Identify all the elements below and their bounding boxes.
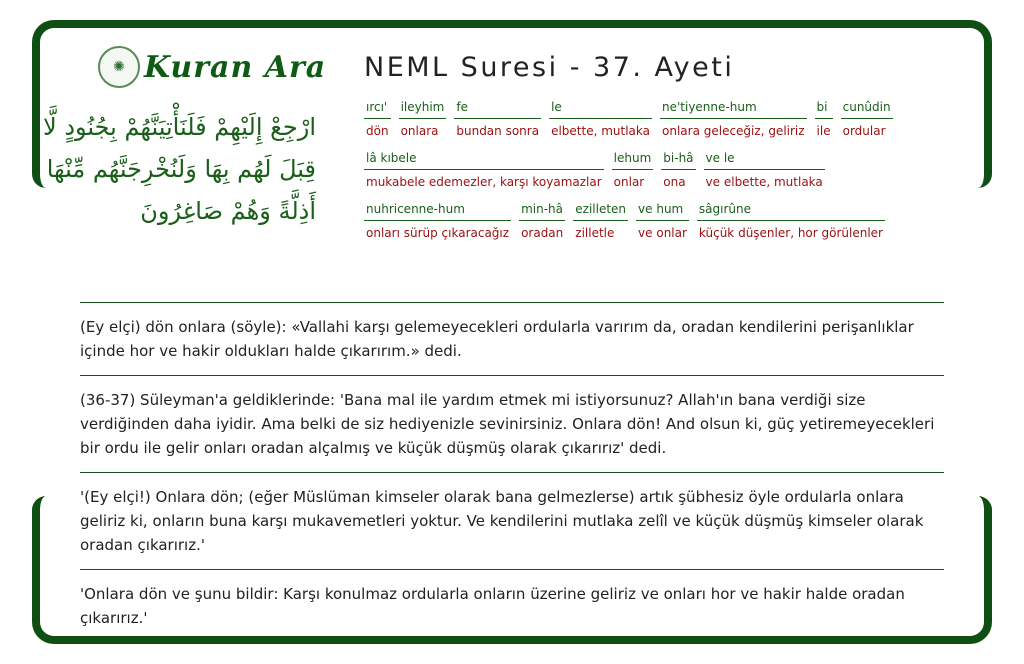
word-transliteration: sâgırûne: [697, 202, 885, 221]
word-transliteration: nuhricenne-hum: [364, 202, 511, 221]
word-meaning: onları sürüp çıkaracağız: [366, 226, 510, 240]
translation-item: 'Onlara dön ve şunu bildir: Karşı konulmaz ordularla onların üzerine geliriz ve onları hor ve hakir halde oradan çıkarırız.': [80, 569, 944, 642]
word-item: [573, 202, 628, 240]
translation-item: (Ey elçi) dön onlara (söyle): «Vallahi karşı gelemeyecekleri ordularla varırım da, oradan kendilerini perişanlıklar içinde hor ve hakir oldukları halde çıkarırım.» dedi.: [80, 302, 944, 375]
word-item: [549, 100, 652, 138]
word-transliteration: lehum: [612, 151, 654, 170]
word-transliteration: ileyhim: [399, 100, 447, 119]
word-meaning: mukabele edemezler, karşı koyamazlar: [366, 175, 602, 189]
word-meaning: dön: [366, 124, 389, 138]
word-transliteration: cunûdin: [841, 100, 893, 119]
word-item: [612, 151, 654, 189]
word-by-word-list: [364, 100, 904, 240]
word-item: [704, 151, 825, 189]
word-meaning: onlar: [613, 175, 645, 189]
word-transliteration: bi-hâ: [661, 151, 695, 170]
word-item: [399, 100, 447, 138]
translation-item: '(Ey elçi!) Onlara dön; (eğer Müslüman kimseler olarak bana gelmezlerse) artık şübhesiz öyle ordularla onlara geliriz ki, onların buna karşı mukavemetleri yoktur. Ve kendilerini mutlaka zelîl ve küçük düşmüş kimseler olarak oradan çıkarırız.': [80, 472, 944, 569]
word-meaning: elbette, mutlaka: [551, 124, 650, 138]
word-meaning: zilletle: [575, 226, 615, 240]
word-item: [636, 202, 689, 240]
word-transliteration: fe: [454, 100, 541, 119]
word-transliteration: ezilleten: [573, 202, 628, 221]
word-meaning: onlara: [400, 124, 439, 138]
word-meaning: ve elbette, mutlaka: [705, 175, 823, 189]
word-item: [364, 100, 391, 138]
word-transliteration: lâ kıbele: [364, 151, 604, 170]
word-transliteration: le: [549, 100, 652, 119]
word-meaning: bundan sonra: [456, 124, 540, 138]
word-transliteration: bi: [815, 100, 833, 119]
quran-seal-icon: ✺: [98, 46, 140, 88]
word-meaning: ve onlar: [638, 226, 687, 240]
word-meaning: ordular: [842, 124, 886, 138]
page-title: NEML Suresi - 37. Ayeti: [364, 52, 735, 83]
word-item: [364, 151, 604, 189]
word-item: [519, 202, 565, 240]
translation-item: (36-37) Süleyman'a geldiklerinde: 'Bana mal ile yardım etmek mi istiyorsunuz? Allah'ın bana verdiği size verdiğinden daha iyidir. Ama belki de siz hediyenizle sevinirsiniz. Onlara dön! And olsun ki, güç yetiremeyecekleri bir ordu ile gelir onları oradan alçalmış ve küçük düşmüş olarak çıkarırız' dedi.: [80, 375, 944, 472]
word-meaning: ile: [816, 124, 831, 138]
site-logo[interactable]: [98, 46, 326, 88]
word-item: [697, 202, 885, 240]
word-item: [364, 202, 511, 240]
word-transliteration: ve le: [704, 151, 825, 170]
word-item: [454, 100, 541, 138]
word-transliteration: ırcı': [364, 100, 391, 119]
word-meaning: oradan: [521, 226, 564, 240]
translations-list: [80, 302, 944, 642]
word-item: [661, 151, 695, 189]
word-meaning: küçük düşenler, hor görülenler: [698, 226, 883, 240]
word-item: [841, 100, 893, 138]
word-item: [815, 100, 833, 138]
word-meaning: ona: [663, 175, 686, 189]
word-item: [660, 100, 807, 138]
word-meaning: onlara geleceğiz, geliriz: [662, 124, 805, 138]
word-transliteration: ve hum: [636, 202, 689, 221]
logo-text: Kuran Ara: [144, 49, 327, 85]
word-transliteration: min-hâ: [519, 202, 565, 221]
arabic-verse: ارْجِعْ إِلَيْهِمْ فَلَنَأْتِيَنَّهُمْ بِجُنُودٍ لَّا قِبَلَ لَهُم بِهَا وَلَنُخْرِجَنَّهُم مِّنْهَا أَذِلَّةً وَهُمْ صَاغِرُونَ: [43, 113, 316, 225]
word-transliteration: ne'tiyenne-hum: [660, 100, 807, 119]
